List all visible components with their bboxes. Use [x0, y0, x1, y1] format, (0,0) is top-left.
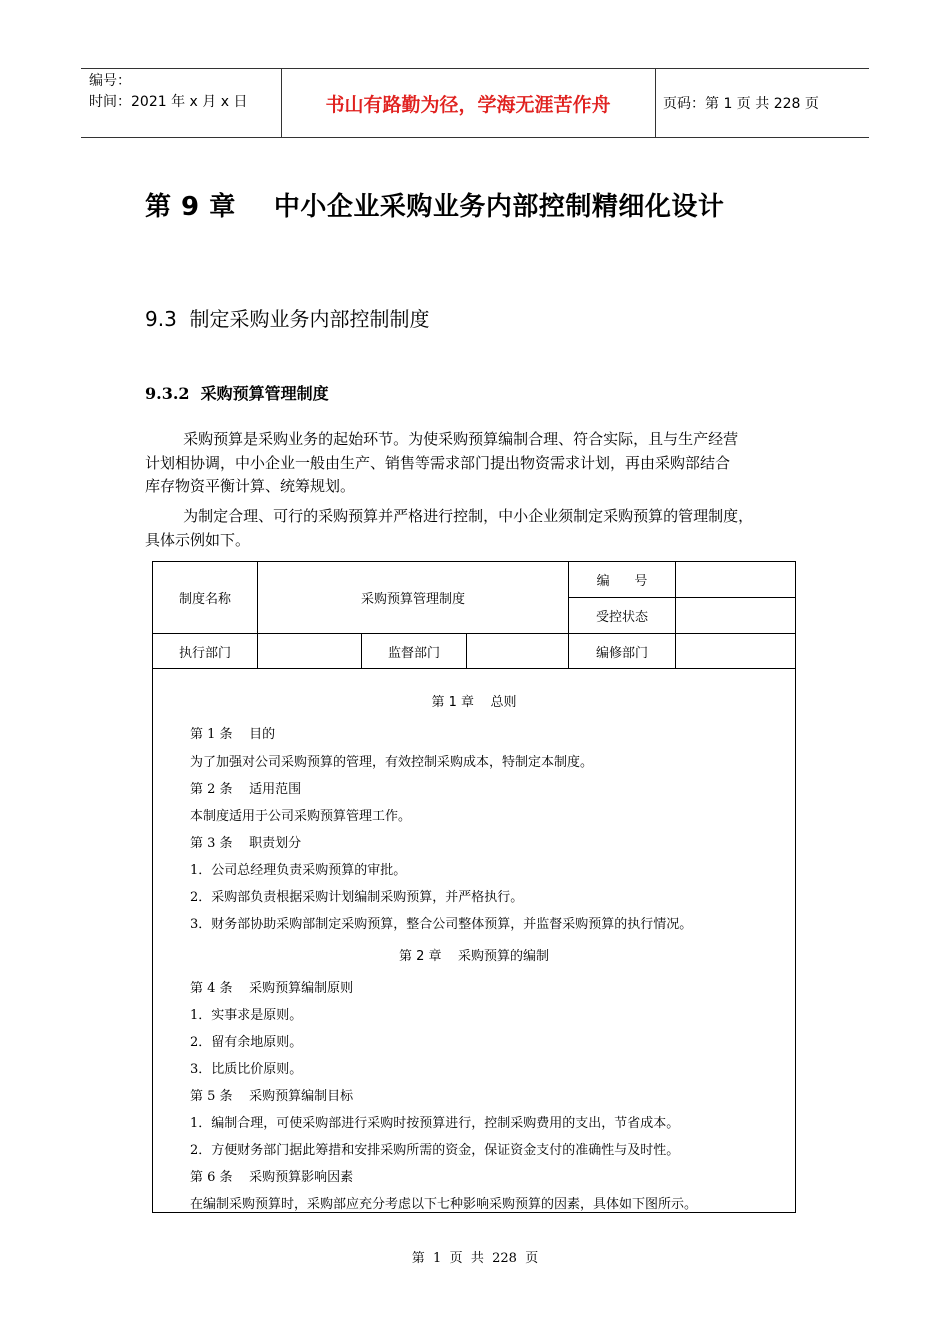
- article-text: 本制度适用于公司采购预算管理工作。: [190, 809, 412, 824]
- paragraph-line: 采购预算是采购业务的起始环节。为使采购预算编制合理、符合实际，且与生产经营: [145, 430, 739, 448]
- chapter-title: 第 9 章 中小企业采购业务内部控制精细化设计: [145, 192, 725, 222]
- header-number: 编号：: [89, 73, 131, 89]
- list-item: 1．实事求是原则。: [190, 1008, 303, 1023]
- header-divider: [655, 69, 656, 137]
- page-footer: 第 1 页 共 228 页: [411, 1251, 539, 1266]
- system-name-value: 采购预算管理制度: [360, 592, 465, 607]
- header-meta: [89, 71, 247, 113]
- article-heading: 第 3 条 职责划分: [190, 836, 302, 851]
- subsection-title: 9.3.2 采购预算管理制度: [145, 384, 329, 403]
- paragraph-line: 具体示例如下。: [145, 530, 251, 549]
- paragraph-line: 为制定合理、可行的采购预算并严格进行控制，中小企业须制定采购预算的管理制度，: [145, 507, 754, 525]
- supervise-dept-value: [467, 634, 568, 668]
- number-label: 编 号: [596, 574, 648, 589]
- system-name-label: 制度名称: [178, 592, 231, 607]
- article-heading: 第 2 条 适用范围: [190, 782, 302, 797]
- exec-dept-label: 执行部门: [178, 645, 231, 661]
- list-item: 2．留有余地原则。: [190, 1035, 303, 1050]
- header-time: 时间：2021 年 x 月 x 日: [89, 94, 248, 110]
- article-text: 在编制采购预算时，采购部应充分考虑以下七种影响采购预算的因素，具体如下图所示。: [190, 1197, 698, 1212]
- header-motto: 书山有路勤为径，学海无涯苦作舟: [325, 93, 611, 116]
- form-rule: [153, 668, 795, 669]
- list-item: 2．方便财务部门据此筹措和安排采购所需的资金，保证资金支付的准确性与及时性。: [190, 1143, 680, 1158]
- supervise-dept-label: 监督部门: [387, 645, 440, 661]
- page-header: [81, 68, 869, 138]
- article-heading: 第 4 条 采购预算编制原则: [190, 981, 354, 996]
- paragraph: [145, 505, 815, 552]
- article-heading: 第 6 条 采购预算影响因素: [190, 1170, 354, 1185]
- list-item: 1．编制合理，可使采购部进行采购时按预算进行，控制采购费用的支出，节省成本。: [190, 1116, 680, 1131]
- control-status-label: 受控状态: [595, 610, 648, 625]
- paragraph-line: 计划相协调，中小企业一般由生产、销售等需求部门提出物资需求计划，再由采购部结合: [145, 453, 731, 472]
- edit-dept-value: [676, 634, 795, 668]
- paragraph-line: 库存物资平衡计算、统筹规划。: [145, 477, 356, 495]
- edit-dept-label: 编修部门: [595, 645, 648, 661]
- form-chapter-title: 第 2 章 采购预算的编制: [398, 949, 550, 964]
- list-item: 1．公司总经理负责采购预算的审批。: [190, 863, 407, 878]
- article-heading: 第 1 条 目的: [190, 727, 276, 742]
- list-item: 3．比质比价原则。: [190, 1062, 303, 1077]
- header-page-info: 页码：第 1 页 共 228 页: [663, 96, 819, 112]
- section-title: 9.3 制定采购业务内部控制制度: [145, 307, 430, 331]
- paragraph: [145, 428, 815, 499]
- list-item: 2．采购部负责根据采购计划编制采购预算，并严格执行。: [190, 890, 524, 905]
- control-status-value: [676, 598, 795, 633]
- exec-dept-value: [258, 634, 361, 668]
- form-chapter-title: 第 1 章 总则: [431, 695, 517, 710]
- article-text: 为了加强对公司采购预算的管理，有效控制采购成本，特制定本制度。: [190, 755, 594, 770]
- number-value: [676, 562, 795, 597]
- article-heading: 第 5 条 采购预算编制目标: [190, 1089, 354, 1104]
- list-item: 3．财务部协助采购部制定采购预算，整合公司整体预算，并监督采购预算的执行情况。: [190, 917, 693, 932]
